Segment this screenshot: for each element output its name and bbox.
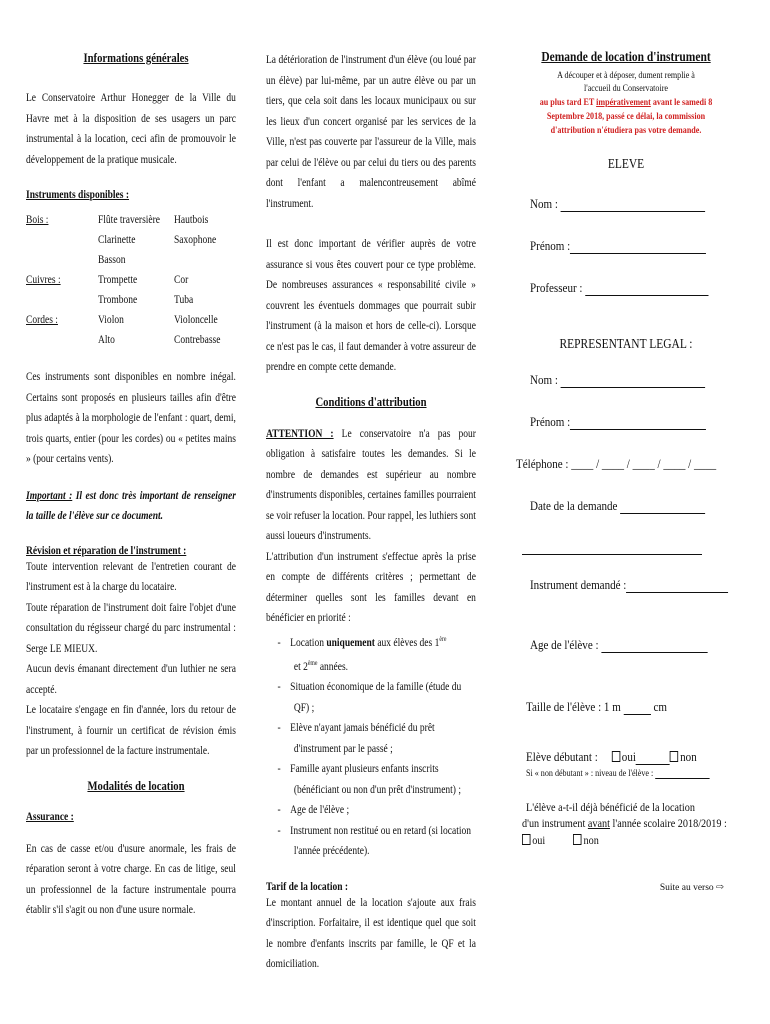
question-location-prev-2: d'un instrument avant l'année scolaire 2018/2019 : (522, 816, 727, 830)
instrument-list (26, 213, 236, 346)
attention-paragraph (266, 424, 476, 547)
column-general-info (26, 50, 236, 921)
criterion-item: - Age de l'élève ; (277, 803, 350, 817)
eleve-prenom-field[interactable]: Prénom : (530, 238, 712, 254)
instrument-name: Saxophone (174, 233, 217, 246)
deadline-notice: au plus tard ET impérativement avant le samedi 8 Septembre 2018, passé ce délai, la commission d'attribution n'étudiera pas votre demande. (539, 98, 713, 136)
instrument-name: Violoncelle (174, 313, 218, 326)
criterion-item: - Situation économique de la famille (étude du QF) ; (277, 680, 462, 714)
telephone-field[interactable]: Téléphone : ____ / ____ / ____ / ____ / ____ (516, 456, 717, 471)
column-insurance-conditions (266, 50, 476, 975)
location-prev-choices: oui non (522, 833, 711, 848)
question-location-prev: L'élève a-t-il déjà bénéficié de la location (526, 800, 695, 814)
general-info-paragraph: Le Conservatoire Arthur Honegger de la Ville du Havre met à la disposition de ses usagers un parc instrumental à la location, ceci afin de promouvoir le développement de la pratique musicale. (26, 91, 236, 166)
date-demande-field[interactable]: Date de la demande (530, 498, 712, 514)
criteria-list (266, 629, 476, 862)
verification-paragraph: Il est donc important de vérifier auprès de votre assurance si vous êtes couvert pour ce type problème. De nombreuses assurances « responsabilité civile » couvrent les éventuels dommages que pourrait subir l'instrument (à la maison et hors de celle-ci). Lorsque ce n'est pas le cas, il faut demander à votre assureur de prendre en compte cette demande. (266, 237, 476, 373)
attribution-paragraph: L'attribution d'un instrument s'effectue après la prise en compte de différents critères ; permettant de déterminer quelles sont les familles devant en bénéficier en priorité : (266, 549, 476, 624)
instrument-name: Flûte traversière (98, 213, 161, 226)
family-label-cordes: Cordes : (26, 313, 58, 326)
repair-paragraph: Toute intervention relevant de l'entretien courant de l'instrument est à la charge du locataire. (26, 559, 236, 593)
modalites-title: Modalités de location (87, 777, 185, 793)
insurance-paragraph: La détérioration de l'instrument d'un élève (ou loué par un élève) par lui-même, par un autre élève ou par un tiers, que cela soit dans les locaux municipaux ou sur les lieux d'un concert organisé par les services de la Ville, n'est pas couverte par l'assureur de la Ville, mais par celui de l'élève ou par celui du tiers ou des parents dont l'enfant a malencontreusement abîmé l'instrument. (266, 53, 476, 210)
representant-prenom-field[interactable]: Prénom : (530, 414, 712, 430)
debutant-oui-checkbox[interactable] (612, 751, 621, 762)
criterion-item-continued: et 2ème années. (293, 658, 349, 673)
instrument-name: Violon (98, 313, 124, 326)
location-prev-non-checkbox[interactable] (573, 834, 582, 845)
tarif-paragraph: Le montant annuel de la location s'ajoute aux frais d'inscription. Forfaitaire, il est identique quel que soit le nombre d'enfants inscrits par famille, le QF et la domiciliation. (266, 895, 476, 971)
criterion-item: - Location uniquement aux élèves des 1ère (277, 634, 447, 649)
instrument-name: Contrebasse (174, 333, 221, 346)
family-label-bois: Bois : (26, 213, 49, 226)
instrument-name: Basson (98, 253, 126, 266)
instrument-name: Trombone (98, 293, 138, 306)
repair-paragraph: Toute réparation de l'instrument doit faire l'objet d'une consultation du régisseur chargé du parc instrumental : Serge LE MIEUX. (26, 600, 236, 655)
important-note (26, 486, 236, 526)
instrument-demande-field[interactable]: Instrument demandé : (530, 577, 712, 593)
availability-paragraph: Ces instruments sont disponibles en nombre inégal. Certains sont proposés en plusieurs tailles afin d'être plus adaptés à la morphologie de l'enfant : quart, demi, trois quarts, entier (pour les cordes) ou « petites mains » (pour certains vents). (26, 370, 236, 465)
criterion-item: - Instrument non restitué ou en retard (si location l'année précédente). (277, 823, 472, 858)
assurance-paragraph: En cas de casse et/ou d'usure anormale, les frais de réparation seront à votre charge. En cas de litige, seul un professionnel de la facture instrumentale pourra établir s'il s'agit ou non d'une usure normale. (26, 841, 236, 916)
professeur-field[interactable]: Professeur : (530, 280, 712, 296)
repair-paragraph: Le locataire s'engage en fin d'année, lors du retour de l'instrument, à fournir un certificat de révision émis par un professionnel de la facture instrumentale. (26, 703, 236, 757)
criterion-item: - Famille ayant plusieurs enfants inscrits (bénéficiant ou non d'un prêt d'instrument) ; (277, 762, 461, 796)
tarif-title: Tarif de la location : (266, 879, 349, 893)
important-text: Il est donc très important de renseigner la taille de l'élève sur ce document. (26, 488, 236, 522)
attention-text: Le conservatoire n'a pas pour obligation à satisfaire toutes les demandes. Si le nombre de demandes est supérieur au nombre d'instruments disponibles, certaines familles pourraient se voir refuser la location. Pour rappel, les luthiers sont aussi loueurs d'instruments. (266, 426, 476, 542)
eleve-heading: ELEVE (607, 156, 645, 171)
instruments-title: Instruments disponibles : (26, 188, 130, 201)
taille-eleve-field[interactable]: Taille de l'élève : 1 m cm (526, 699, 668, 714)
representant-heading: REPRESENTANT LEGAL : (559, 336, 693, 351)
criterion-item: - Elève n'ayant jamais bénéficié du prêt d'instrument par le passé ; (277, 721, 435, 755)
form-title: Demande de location d'instrument (541, 50, 711, 65)
instrument-name: Tuba (174, 293, 194, 306)
conditions-title: Conditions d'attribution (315, 393, 427, 409)
important-label: Important : (26, 488, 73, 502)
eleve-nom-field[interactable]: Nom : (530, 196, 712, 212)
assurance-title: Assurance : (26, 809, 74, 823)
instrument-name: Alto (98, 333, 115, 346)
attention-label: ATTENTION : (266, 426, 334, 440)
instrument-name: Cor (174, 273, 189, 286)
repair-title: Révision et réparation de l'instrument : (26, 543, 187, 557)
debutant-non-checkbox[interactable] (670, 751, 679, 762)
form-instruction: A découper et à déposer, dument remplie à (557, 71, 695, 81)
instrument-name: Trompette (98, 273, 138, 286)
date-demande-extra-line[interactable] (522, 544, 702, 555)
family-label-cuivres: Cuivres : (26, 273, 61, 286)
instrument-name: Hautbois (174, 213, 209, 226)
instrument-name: Clarinette (98, 233, 136, 246)
column-rental-request-form (508, 50, 744, 893)
niveau-eleve-field[interactable]: Si « non débutant » : niveau de l'élève : (526, 769, 711, 779)
debutant-field: Elève débutant : oui non (526, 749, 697, 764)
location-prev-oui-checkbox[interactable] (522, 834, 531, 845)
repair-paragraph: Aucun devis émanant directement d'un luthier ne sera accepté. (26, 662, 236, 696)
form-instruction: l'accueil du Conservatoire (584, 84, 668, 94)
suite-au-verso: Suite au verso ⇨ (659, 883, 724, 893)
representant-nom-field[interactable]: Nom : (530, 372, 712, 388)
age-eleve-field[interactable]: Age de l'élève : (530, 637, 712, 653)
general-info-title: Informations générales (83, 50, 189, 65)
